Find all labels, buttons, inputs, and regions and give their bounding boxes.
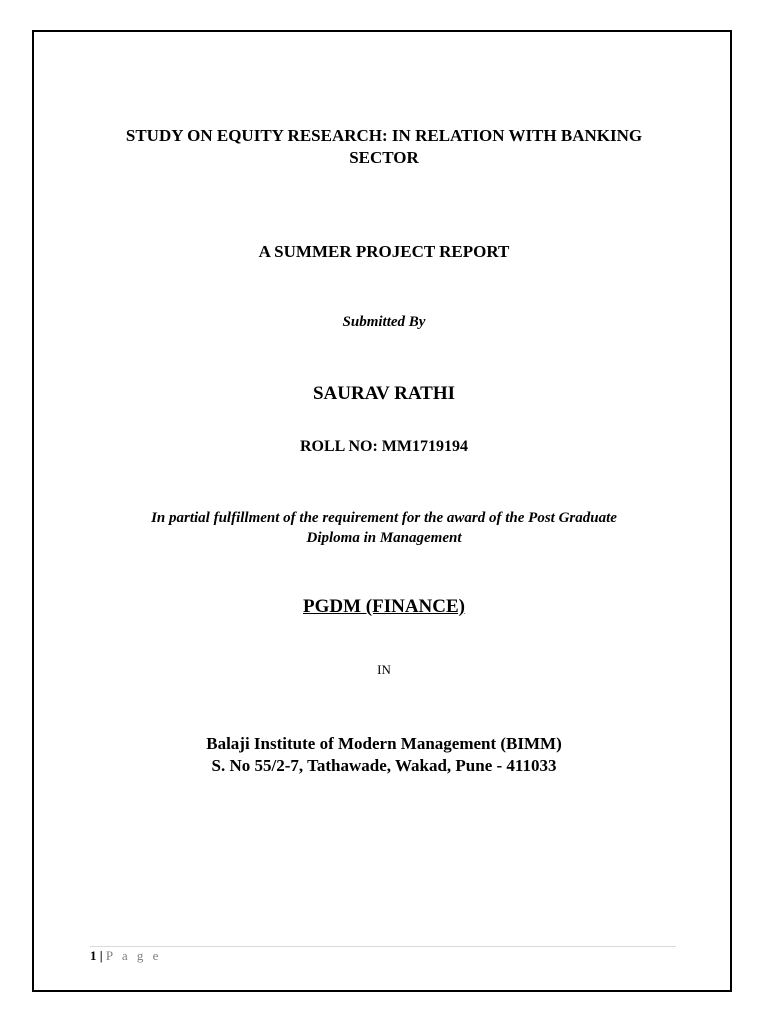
program-name: PGDM (FINANCE)	[302, 596, 465, 617]
in-label: IN	[377, 662, 391, 677]
fulfillment-line-1: In partial fulfillment of the requirement for the award of the Post Graduate	[151, 510, 617, 526]
page-number: 1	[90, 948, 97, 963]
title-line-1: STUDY ON EQUITY RESEARCH: IN RELATION WITH BANKING	[125, 126, 643, 145]
page-footer	[90, 948, 161, 964]
institute-name: Balaji Institute of Modern Management (BIMM)	[206, 734, 562, 753]
fulfillment-line-2: Diploma in Management	[306, 530, 462, 546]
fulfillment-statement	[32, 508, 736, 548]
report-type: A SUMMER PROJECT REPORT	[258, 242, 510, 261]
institute-block	[32, 733, 736, 777]
title-line-2: SECTOR	[349, 148, 419, 167]
submitted-by-label: Submitted By	[342, 314, 426, 330]
report-title	[32, 125, 736, 169]
roll-number: ROLL NO: MM1719194	[300, 438, 468, 455]
author-name: SAURAV RATHI	[312, 383, 455, 404]
page-separator: |	[99, 948, 103, 963]
institute-address: S. No 55/2-7, Tathawade, Wakad, Pune - 411033	[211, 756, 557, 775]
footer-divider	[90, 946, 676, 947]
page-word: P a g e	[105, 948, 162, 963]
